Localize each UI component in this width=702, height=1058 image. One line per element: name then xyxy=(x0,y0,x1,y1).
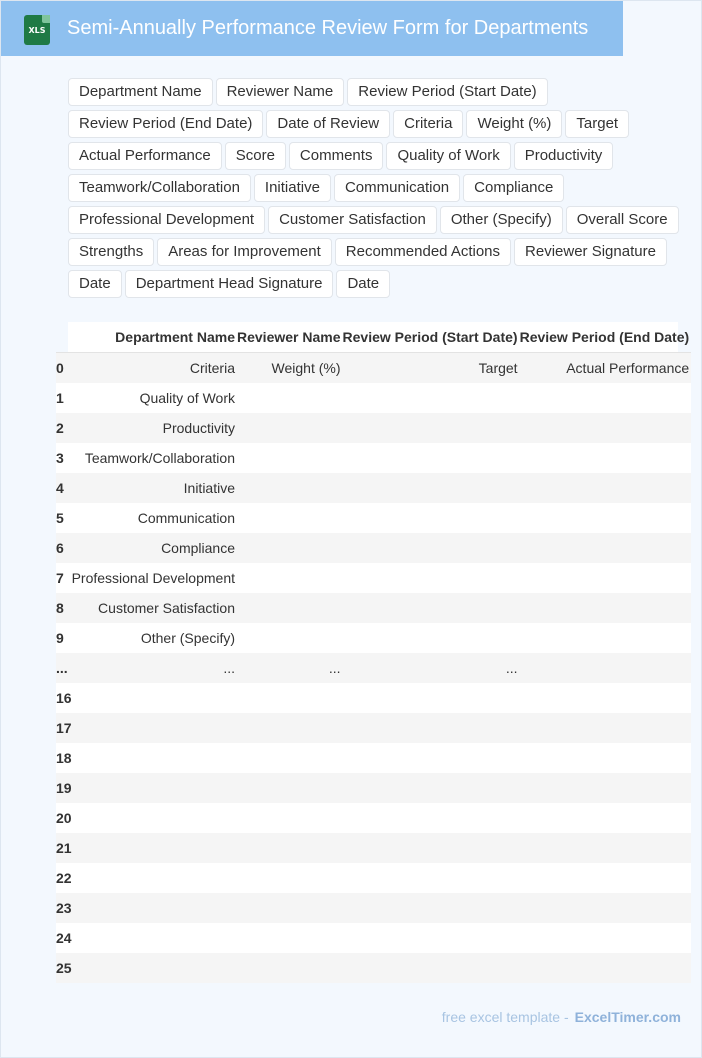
table-row xyxy=(56,623,691,653)
table-cell xyxy=(237,383,343,413)
field-tag[interactable]: Productivity xyxy=(514,142,614,170)
table-cell xyxy=(237,773,343,803)
row-index: 25 xyxy=(56,953,72,983)
table-cell: Customer Satisfaction xyxy=(72,593,237,623)
row-index: 2 xyxy=(56,413,72,443)
table-cell: Other (Specify) xyxy=(72,623,237,653)
table-cell xyxy=(237,533,343,563)
xls-file-icon: XLS xyxy=(24,15,50,45)
table-cell xyxy=(343,413,520,443)
table-cell xyxy=(72,803,237,833)
table-cell xyxy=(520,383,692,413)
table-cell: Professional Development xyxy=(72,563,237,593)
table-cell xyxy=(343,593,520,623)
table-cell xyxy=(237,413,343,443)
table-cell xyxy=(520,593,692,623)
table-cell xyxy=(237,893,343,923)
table-cell xyxy=(237,623,343,653)
table-cell: Initiative xyxy=(72,473,237,503)
table-row xyxy=(56,923,691,953)
table-cell xyxy=(72,683,237,713)
table-cell xyxy=(72,773,237,803)
table-row xyxy=(56,803,691,833)
table-cell xyxy=(520,833,692,863)
field-tag[interactable]: Customer Satisfaction xyxy=(268,206,437,234)
table-cell xyxy=(520,563,692,593)
row-index: 1 xyxy=(56,383,72,413)
table-cell xyxy=(520,893,692,923)
preview-table xyxy=(56,322,691,983)
table-cell xyxy=(520,413,692,443)
table-row xyxy=(56,413,691,443)
table-cell xyxy=(520,743,692,773)
table-row xyxy=(56,503,691,533)
table-cell xyxy=(343,473,520,503)
footer-brand-link[interactable]: ExcelTimer.com xyxy=(574,1009,681,1025)
field-tag[interactable]: Reviewer Signature xyxy=(514,238,667,266)
field-tag[interactable]: Review Period (End Date) xyxy=(68,110,263,138)
table-cell xyxy=(520,473,692,503)
table-cell xyxy=(343,383,520,413)
table-row xyxy=(56,533,691,563)
table-row xyxy=(56,443,691,473)
table-cell xyxy=(343,713,520,743)
table-row xyxy=(56,893,691,923)
table-row xyxy=(56,653,691,683)
table-cell xyxy=(237,803,343,833)
table-cell: Criteria xyxy=(72,353,237,384)
field-tag[interactable]: Department Name xyxy=(68,78,213,106)
table-cell: Communication xyxy=(72,503,237,533)
row-index: 22 xyxy=(56,863,72,893)
table-row xyxy=(56,383,691,413)
table-cell xyxy=(237,713,343,743)
table-cell xyxy=(343,743,520,773)
field-tag[interactable]: Score xyxy=(225,142,286,170)
table-cell xyxy=(343,833,520,863)
field-tag[interactable]: Teamwork/Collaboration xyxy=(68,174,251,202)
table-cell xyxy=(520,683,692,713)
table-cell xyxy=(520,773,692,803)
column-header: Review Period (Start Date) xyxy=(343,322,520,353)
table-cell xyxy=(520,863,692,893)
table-cell: Actual Performance xyxy=(520,353,692,384)
table-cell xyxy=(520,713,692,743)
table-row xyxy=(56,773,691,803)
table-cell xyxy=(343,563,520,593)
preview-table-viewport[interactable] xyxy=(56,322,690,983)
table-row xyxy=(56,593,691,623)
table-cell: ... xyxy=(343,653,520,683)
table-row xyxy=(56,563,691,593)
row-index: 7 xyxy=(56,563,72,593)
table-cell xyxy=(343,443,520,473)
row-index: 4 xyxy=(56,473,72,503)
field-tag-list xyxy=(68,78,688,298)
field-tag[interactable]: Actual Performance xyxy=(68,142,222,170)
footer-text: free excel template - xyxy=(441,1009,569,1025)
field-tag[interactable]: Strengths xyxy=(68,238,154,266)
column-header: Review Period (End Date) xyxy=(520,322,692,353)
table-cell xyxy=(72,923,237,953)
table-cell xyxy=(72,743,237,773)
table-row xyxy=(56,863,691,893)
table-cell: Weight (%) xyxy=(237,353,343,384)
table-cell xyxy=(520,923,692,953)
table-cell xyxy=(520,953,692,983)
field-tag[interactable]: Professional Development xyxy=(68,206,265,234)
table-cell xyxy=(343,863,520,893)
table-cell xyxy=(237,473,343,503)
field-tag[interactable]: Department Head Signature xyxy=(125,270,334,298)
table-row xyxy=(56,953,691,983)
field-tag[interactable]: Quality of Work xyxy=(386,142,510,170)
column-header: Department Name xyxy=(72,322,237,353)
header-banner xyxy=(1,1,623,56)
table-cell xyxy=(237,563,343,593)
table-cell xyxy=(237,863,343,893)
table-cell xyxy=(237,593,343,623)
row-index: 20 xyxy=(56,803,72,833)
row-index: ... xyxy=(56,653,72,683)
table-cell xyxy=(72,713,237,743)
table-cell xyxy=(237,833,343,863)
table-cell xyxy=(520,533,692,563)
table-cell xyxy=(72,953,237,983)
field-tag[interactable]: Date xyxy=(336,270,390,298)
table-cell xyxy=(343,503,520,533)
field-tag[interactable]: Initiative xyxy=(254,174,331,202)
table-cell xyxy=(237,503,343,533)
row-index: 0 xyxy=(56,353,72,384)
table-cell xyxy=(520,623,692,653)
table-cell xyxy=(343,893,520,923)
row-index: 5 xyxy=(56,503,72,533)
table-cell xyxy=(343,803,520,833)
table-header-row xyxy=(56,322,691,353)
table-cell xyxy=(343,683,520,713)
field-tag[interactable]: Overall Score xyxy=(566,206,679,234)
table-cell xyxy=(237,923,343,953)
table-cell xyxy=(237,953,343,983)
table-row xyxy=(56,833,691,863)
field-tag[interactable]: Compliance xyxy=(463,174,564,202)
row-index: 23 xyxy=(56,893,72,923)
table-cell xyxy=(72,863,237,893)
field-tag[interactable]: Review Period (Start Date) xyxy=(347,78,547,106)
table-cell: ... xyxy=(237,653,343,683)
table-cell xyxy=(237,743,343,773)
table-row xyxy=(56,683,691,713)
page-title: Semi-Annually Performance Review Form for Departments xyxy=(67,17,589,39)
table-row xyxy=(56,473,691,503)
table-cell: Quality of Work xyxy=(72,383,237,413)
table-cell xyxy=(520,443,692,473)
field-tag[interactable]: Other (Specify) xyxy=(440,206,563,234)
table-cell xyxy=(343,623,520,653)
table-cell xyxy=(237,443,343,473)
field-tag[interactable]: Areas for Improvement xyxy=(157,238,332,266)
table-cell xyxy=(343,533,520,563)
table-cell: Teamwork/Collaboration xyxy=(72,443,237,473)
table-row xyxy=(56,353,691,384)
row-index: 3 xyxy=(56,443,72,473)
field-tag[interactable]: Comments xyxy=(289,142,384,170)
column-header: Reviewer Name xyxy=(237,322,343,353)
footer-credit xyxy=(442,1009,681,1025)
field-tag[interactable]: Reviewer Name xyxy=(216,78,345,106)
field-tag[interactable]: Date xyxy=(68,270,122,298)
row-index: 9 xyxy=(56,623,72,653)
field-tag[interactable]: Target xyxy=(565,110,629,138)
row-index: 17 xyxy=(56,713,72,743)
field-tag[interactable]: Recommended Actions xyxy=(335,238,511,266)
table-cell: Target xyxy=(343,353,520,384)
field-tag[interactable]: Criteria xyxy=(393,110,463,138)
table-row xyxy=(56,743,691,773)
table-cell xyxy=(72,893,237,923)
table-cell xyxy=(343,953,520,983)
table-cell xyxy=(72,833,237,863)
row-index: 18 xyxy=(56,743,72,773)
row-index: 8 xyxy=(56,593,72,623)
field-tag[interactable]: Date of Review xyxy=(266,110,390,138)
row-index: 6 xyxy=(56,533,72,563)
column-header xyxy=(56,322,72,353)
table-cell: Compliance xyxy=(72,533,237,563)
row-index: 19 xyxy=(56,773,72,803)
row-index: 16 xyxy=(56,683,72,713)
table-row xyxy=(56,713,691,743)
table-cell xyxy=(343,923,520,953)
table-cell xyxy=(237,683,343,713)
table-cell xyxy=(520,803,692,833)
field-tag[interactable]: Weight (%) xyxy=(466,110,562,138)
row-index: 24 xyxy=(56,923,72,953)
row-index: 21 xyxy=(56,833,72,863)
table-cell: ... xyxy=(72,653,237,683)
table-cell xyxy=(520,653,692,683)
table-cell xyxy=(520,503,692,533)
table-cell xyxy=(343,773,520,803)
field-tag[interactable]: Communication xyxy=(334,174,460,202)
table-cell: Productivity xyxy=(72,413,237,443)
